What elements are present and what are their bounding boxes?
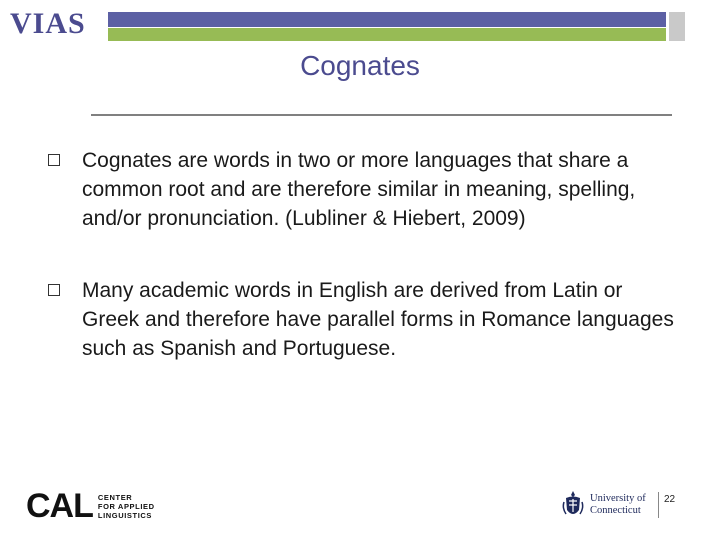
header-bar-green <box>108 28 666 41</box>
cal-logo-text <box>98 493 155 520</box>
footer-divider <box>658 492 659 518</box>
uconn-logo-line: University of <box>590 493 646 504</box>
checkbox-icon <box>48 284 60 296</box>
cal-logo-line: LINGUISTICS <box>97 510 152 520</box>
uconn-logo-line: Connecticut <box>590 505 641 516</box>
title-divider <box>91 114 672 116</box>
cal-logo-line: FOR APPLIED <box>97 501 155 511</box>
bullet-item <box>44 146 684 233</box>
uconn-seal-icon <box>562 490 584 520</box>
uconn-logo <box>562 490 646 520</box>
page-number: 22 <box>664 494 676 505</box>
header-block-gray <box>669 12 685 41</box>
slide-title: Cognates <box>300 50 420 81</box>
cal-logo-mark: CAL <box>26 487 93 525</box>
bullet-text: Many academic words in English are derived from Latin or Greek and therefore have parallel forms in Romance languages such as Spanish and Portuguese. <box>82 279 674 360</box>
bullet-list <box>44 146 684 363</box>
cal-logo <box>26 489 155 523</box>
bullet-text: Cognates are words in two or more languages that share a common root and are therefore similar in meaning, spelling, and/or pronunciation. (Lubliner & Hiebert, 2009) <box>82 149 636 230</box>
checkbox-icon <box>48 154 60 166</box>
vias-logo: VIAS <box>10 7 86 40</box>
cal-logo-line: CENTER <box>97 492 133 502</box>
bullet-item <box>44 276 684 363</box>
header-bar-blue <box>108 12 666 27</box>
uconn-logo-text <box>590 493 646 517</box>
